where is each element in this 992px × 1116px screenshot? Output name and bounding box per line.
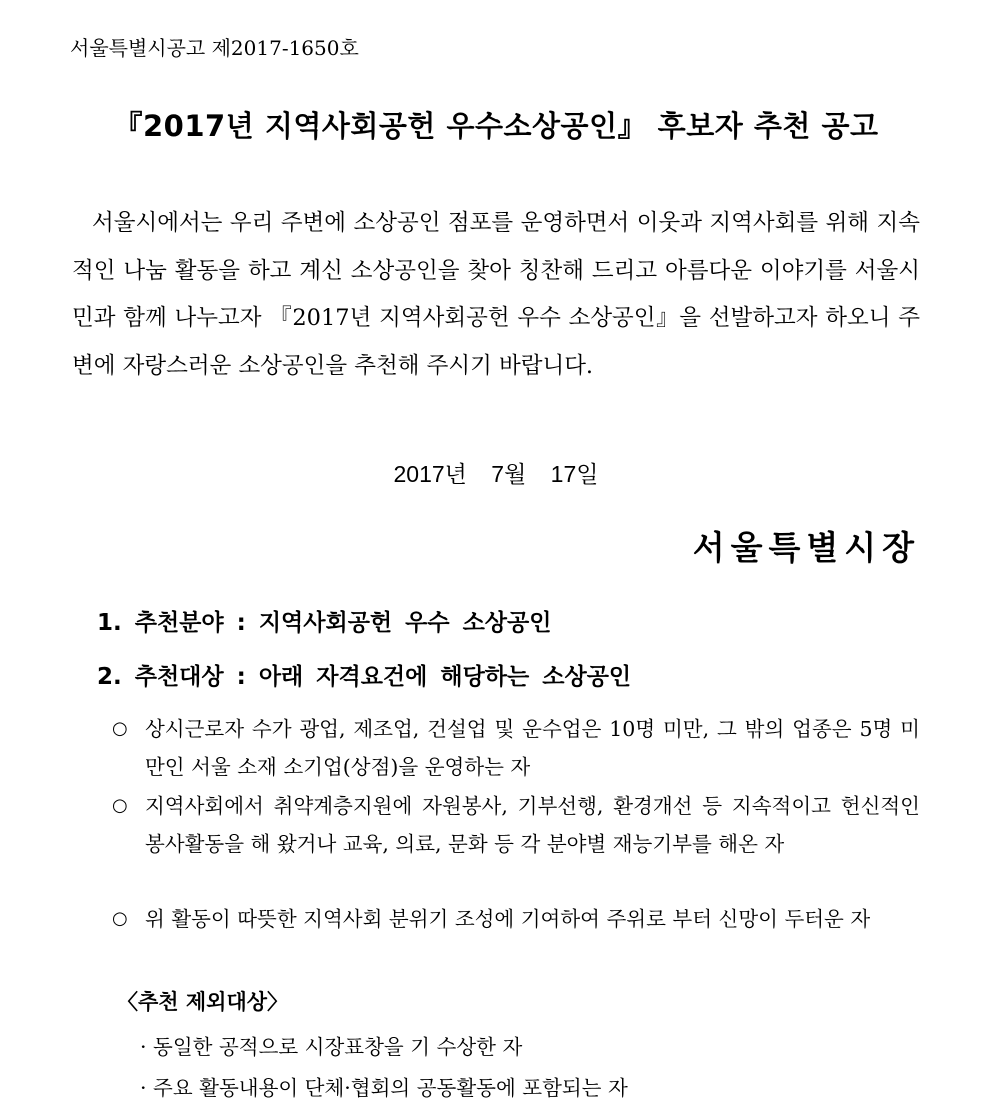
section-heading-field: 1. 추천분야 : 지역사회공헌 우수 소상공인 <box>97 610 552 636</box>
intro-paragraph: 서울시에서는 우리 주변에 소상공인 점포를 운영하면서 이웃과 지역사회를 위해 지속적인 나눔 활동을 하고 계신 소상공인을 찾아 칭찬해 드리고 아름다운 이야기를 서울시민과 함께 나누고자 『2017년 지역사회공헌 우수 소상공인』을 선발하고자 하오니 주변에 자랑스러운 소상공인을 추천해 주시기 바랍니다. <box>72 210 920 379</box>
exclusion-heading: 〈추천 제외대상〉 <box>117 990 289 1014</box>
criteria-item <box>112 900 920 938</box>
exclusion-item: · 주요 활동내용이 단체·협회의 공동활동에 포함되는 자 <box>140 1076 628 1100</box>
page-title: 『2017년 지역사회공헌 우수소상공인』 후보자 추천 공고 <box>113 109 879 143</box>
issuer-signature: 서울특별시장 <box>692 528 920 567</box>
exclusion-item: · 동일한 공적으로 시장표창을 기 수상한 자 <box>140 1035 523 1059</box>
criteria-text: 상시근로자 수가 광업, 제조업, 건설업 및 운수업은 10명 미만, 그 밖의 업종은 5명 미만인 서울 소재 소기업(상점)을 운영하는 자 <box>145 717 920 779</box>
section-heading-target: 2. 추천대상 : 아래 자격요건에 해당하는 소상공인 <box>97 664 632 690</box>
criteria-text: 지역사회에서 취약계층지원에 자원봉사, 기부선행, 환경개선 등 지속적이고 헌신적인 봉사활동을 해 왔거나 교육, 의료, 문화 등 각 분야별 재능기부를 해온 자 <box>145 794 920 856</box>
circle-bullet-icon: ○ <box>112 795 128 816</box>
notice-date: 2017년 7월 17일 <box>393 461 599 487</box>
circle-bullet-icon: ○ <box>112 908 128 929</box>
criteria-text: 위 활동이 따뜻한 지역사회 분위기 조성에 기여하여 주위로 부터 신망이 두터운 자 <box>145 907 871 931</box>
circle-bullet-icon: ○ <box>112 718 128 739</box>
criteria-item <box>112 787 920 863</box>
criteria-item <box>112 710 920 786</box>
notice-number: 서울특별시공고 제2017-1650호 <box>70 36 359 60</box>
